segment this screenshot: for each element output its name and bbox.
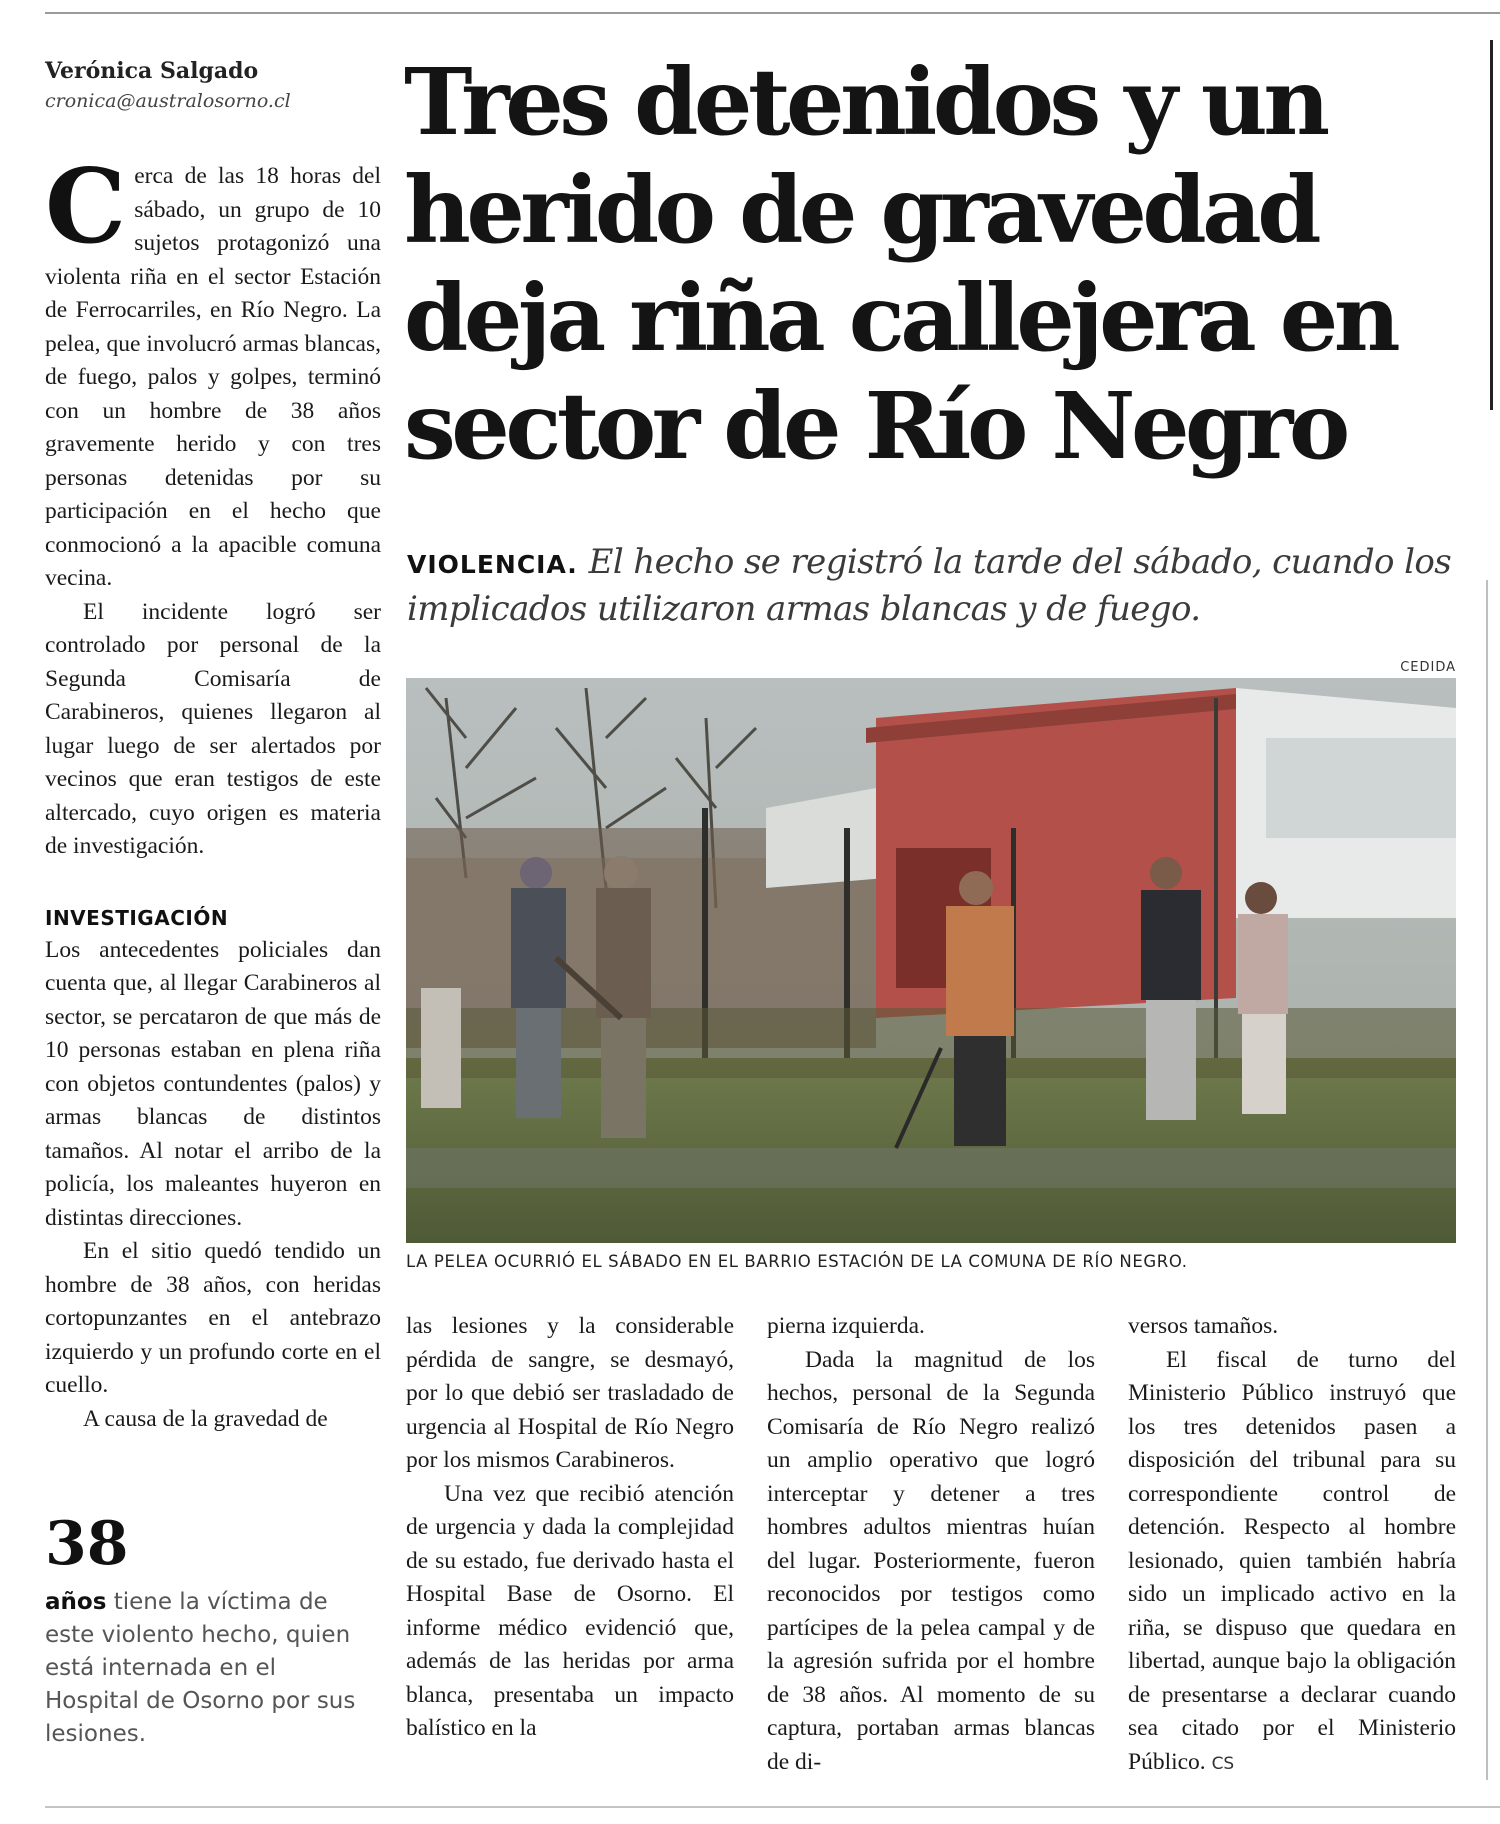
author-email: cronica@australosorno.cl [45, 90, 291, 112]
paragraph: Cerca de las 18 horas del sábado, un grupo de 10 sujetos protagonizó una violenta riña en el sector Estación de Ferrocarriles, en Río Negro. La pelea, que involucró armas blancas, de fuego, palos y golpes, terminó con un hombre de 38 años gravemente herido y con tres personas detenidas por su participación en el hecho que conmocionó a la apacible comuna vecina. [45, 147, 381, 591]
subhead: INVESTIGACIÓN [45, 905, 229, 930]
dek: El hecho se registró la tarde del sábado, cuando los implicados utilizaron armas blancas y de fuego. [407, 542, 1452, 629]
paragraph: El fiscal de turno del Ministerio Público instruyó que los tres detenidos pasen a disposición del tribunal para su correspondiente control de detención. Respecto al hombre lesionado, quien también habría sido un implicado activo en la riña, se dispuso que quedara en libertad, aunque bajo la obligación de presentarse a declarar cuando sea citado por el Ministerio Público. CS [1128, 1346, 1456, 1775]
drop-cap: C [45, 147, 127, 267]
kicker: VIOLENCIA. [407, 550, 578, 579]
paragraph: las lesiones y la considerable pérdida de sangre, se desmayó, por lo que debió ser trasladado de urgencia al Hospital de Río Negro por los mismos Carabineros. [406, 1313, 734, 1473]
paragraph: En el sitio quedó tendido un hombre de 38 años, con heridas cortopunzantes en el antebrazo izquierdo y un profundo corte en el cuello. [45, 1238, 381, 1398]
author-name: Verónica Salgado [45, 58, 259, 84]
lede [407, 540, 1457, 631]
article-column-4 [1128, 1310, 1456, 1781]
end-mark: CS [1211, 1753, 1235, 1774]
paragraph: El incidente logró ser controlado por personal de la Segunda Comisaría de Carabineros, quienes llegaron al lugar luego de ser alertados por vecinos que eran testigos de este altercado, cuyo origen es materia de investigación. [45, 598, 381, 859]
adjacent-page-edge [1476, 40, 1500, 1800]
paragraph: Los antecedentes policiales dan cuenta que, al llegar Carabineros al sector, se percataron de que más de 10 personas estaban en plena riña con objetos contundentes (palos) y armas blancas de distintos tamaños. Al notar el arribo de la policía, los maleantes huyeron en distintas direcciones. [45, 936, 381, 1231]
byline [45, 58, 375, 112]
paragraph: pierna izquierda. [767, 1313, 925, 1339]
stat-text: años tiene la víctima de este violento hecho, quien está internada en el Hospital de Osorno por sus lesiones. [45, 1589, 356, 1747]
article-column-3 [767, 1310, 1095, 1779]
bottom-rule [45, 1806, 1500, 1808]
top-rule [45, 12, 1500, 14]
paragraph: A causa de la gravedad de [83, 1405, 328, 1432]
news-photo [406, 678, 1456, 1243]
paragraph: versos tamaños. [1128, 1313, 1279, 1339]
article-column-2 [406, 1310, 734, 1746]
headline: Tres detenidos y un herido de gravedad deja riña callejera en sector de Río Negro [404, 48, 1397, 480]
article-column-1 [45, 147, 381, 1436]
photo-credit: CEDIDA [1400, 660, 1456, 675]
paragraph: Dada la magnitud de los hechos, personal de la Segunda Comisaría de Río Negro realizó un amplio operativo que logró interceptar y detener a tres hombres adultos mientras huían del lugar. Posteriormente, fueron reconocidos por testigos como partícipes de la pelea campal y de la agresión sufrida por el hombre de 38 años. Al momento de su captura, portaban armas blancas de di- [767, 1346, 1095, 1775]
photo-caption: LA PELEA OCURRIÓ EL SÁBADO EN EL BARRIO ESTACIÓN DE LA COMUNA DE RÍO NEGRO. [406, 1252, 1188, 1271]
stat-number: 38 [45, 1509, 129, 1579]
paragraph: Una vez que recibió atención de urgencia y dada la complejidad de su estado, fue derivado hasta el Hospital Base de Osorno. El informe médico evidenció que, además de las heridas por arma blanca, presentaba un impacto balístico en la [406, 1480, 734, 1741]
stat-callout [45, 1509, 365, 1751]
